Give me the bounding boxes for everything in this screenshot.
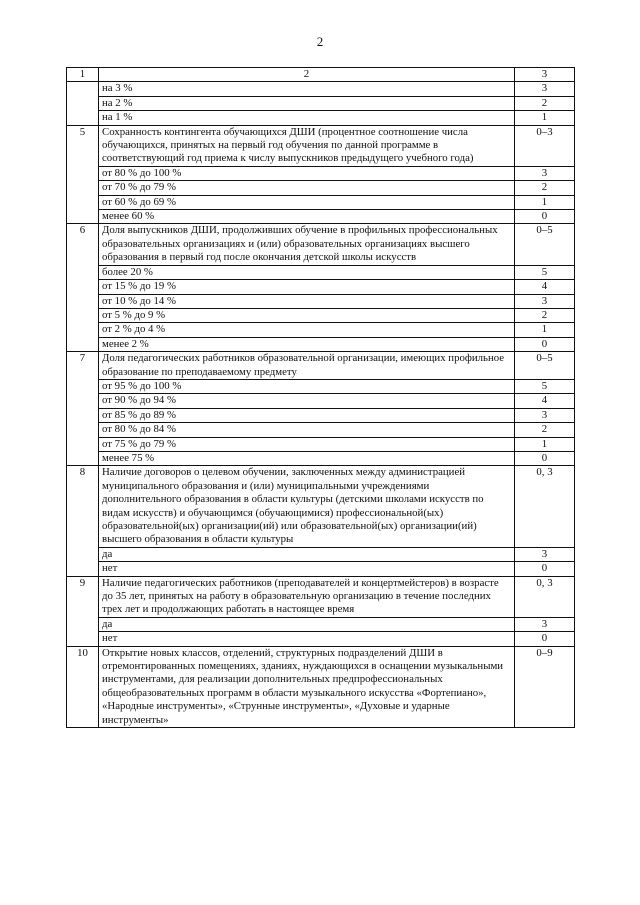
option-score: 5 [515,379,575,393]
option-score: 2 [515,181,575,195]
option-row [67,210,575,224]
option-label: нет [99,562,515,576]
option-row [67,451,575,465]
option-score: 3 [515,547,575,561]
criterion-description: Наличие педагогических работников (преподавателей и концертмейстеров) в возрасте до 35 лет, принятых на работу в образовательную организацию в течение последних трех лет и продолжающих работать в настоящее время [99,576,515,617]
option-row [67,265,575,279]
criterion-number: 6 [67,224,99,352]
option-label: от 2 % до 4 % [99,323,515,337]
option-label: менее 75 % [99,451,515,465]
option-score: 0 [515,337,575,351]
criterion-description: Открытие новых классов, отделений, структурных подразделений ДШИ в отремонтированных помещениях, зданиях, нуждающихся в оснащении музыкальными инструментами, для реализации дополнительных предпрофессиональных общеобразовательных программ в области музыкального искусства «Фортепиано», «Народные инструменты», «Струнные инструменты», «Духовые и ударные инструменты» [99,646,515,727]
option-row [67,337,575,351]
option-label: менее 60 % [99,210,515,224]
option-score: 3 [515,166,575,180]
criterion-score-range: 0–5 [515,224,575,265]
option-label: да [99,617,515,631]
option-row [67,181,575,195]
page-number: 2 [316,34,324,49]
option-row [67,195,575,209]
option-label: от 75 % до 79 % [99,437,515,451]
header-col-3: 3 [515,68,575,82]
option-row [67,323,575,337]
option-row [67,408,575,422]
option-label: от 60 % до 69 % [99,195,515,209]
option-row [67,96,575,110]
option-row [67,82,575,96]
option-score: 1 [515,323,575,337]
criterion-row [67,224,575,265]
criterion-row [67,125,575,166]
option-label: от 85 % до 89 % [99,408,515,422]
option-score: 3 [515,617,575,631]
header-row [67,68,575,82]
criterion-score-range: 0, 3 [515,466,575,547]
option-label: более 20 % [99,265,515,279]
option-label: да [99,547,515,561]
criterion-description: Доля выпускников ДШИ, продолживших обучение в профильных профессиональных образовательных организациях и (или) образовательных организациях высшего образования в первый год после окончания детской школы искусств [99,224,515,265]
option-score: 1 [515,437,575,451]
option-label: на 2 % [99,96,515,110]
criterion-number: 10 [67,646,99,727]
option-row [67,294,575,308]
option-row [67,437,575,451]
option-row [67,562,575,576]
option-row [67,111,575,125]
option-label: от 95 % до 100 % [99,379,515,393]
option-label: от 70 % до 79 % [99,181,515,195]
option-score: 4 [515,394,575,408]
option-row [67,280,575,294]
option-score: 4 [515,280,575,294]
option-row [67,423,575,437]
criterion-number: 8 [67,466,99,576]
option-score: 2 [515,423,575,437]
option-score: 0 [515,562,575,576]
option-score: 0 [515,210,575,224]
option-row [67,394,575,408]
option-score: 1 [515,195,575,209]
criterion-description: Сохранность контингента обучающихся ДШИ (процентное соотношение числа обучающихся, принятых на первый год обучения по данной программе в соответствующий год приема к числу выпускников предыдущего учебного года) [99,125,515,166]
option-label: нет [99,632,515,646]
criterion-row [67,646,575,727]
option-row [67,379,575,393]
option-label: от 90 % до 94 % [99,394,515,408]
criterion-score-range: 0–3 [515,125,575,166]
option-label: на 3 % [99,82,515,96]
option-row [67,632,575,646]
option-score: 3 [515,408,575,422]
criterion-number: 7 [67,352,99,466]
option-label: менее 2 % [99,337,515,351]
option-score: 5 [515,265,575,279]
option-score: 1 [515,111,575,125]
option-score: 3 [515,82,575,96]
option-score: 3 [515,294,575,308]
option-row [67,308,575,322]
option-label: на 1 % [99,111,515,125]
criterion-number: 9 [67,576,99,646]
option-label: от 10 % до 14 % [99,294,515,308]
option-score: 2 [515,96,575,110]
criterion-row [67,576,575,617]
option-row [67,166,575,180]
option-score: 0 [515,451,575,465]
option-label: от 80 % до 100 % [99,166,515,180]
option-score: 0 [515,632,575,646]
criterion-number [67,82,99,125]
criterion-row [67,466,575,547]
option-row [67,547,575,561]
criterion-number: 5 [67,125,99,224]
criterion-description: Доля педагогических работников образовательной организации, имеющих профильное образование по преподаваемому предмету [99,352,515,380]
criterion-score-range: 0–5 [515,352,575,380]
option-label: от 15 % до 19 % [99,280,515,294]
criteria-table [66,67,575,728]
criterion-score-range: 0–9 [515,646,575,727]
header-col-2: 2 [99,68,515,82]
option-score: 2 [515,308,575,322]
option-label: от 80 % до 84 % [99,423,515,437]
criterion-description: Наличие договоров о целевом обучении, заключенных между администрацией муниципального образования и (или) муниципальными учреждениями дополнительного образования в области культуры (детскими школами искусств по видам искусств) и обучающимся (обучающимися) профессиональной(ых) образовательной(ых) организации(ий) или образовательной(ых) организации(ий) высшего образования в области культуры [99,466,515,547]
criterion-score-range: 0, 3 [515,576,575,617]
header-col-1: 1 [67,68,99,82]
option-row [67,617,575,631]
option-label: от 5 % до 9 % [99,308,515,322]
criterion-row [67,352,575,380]
